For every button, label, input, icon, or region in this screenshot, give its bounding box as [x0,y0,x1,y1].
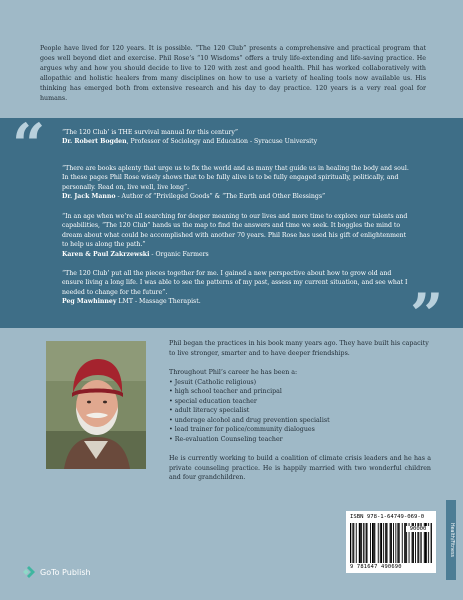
isbn-label: ISBN 978-1-64749-069-0 [350,514,425,520]
barcode-bar [391,523,392,563]
price-code: 90000 [406,526,430,532]
barcode-bar [359,523,360,563]
review-author: Dr. Robert Bogden [62,138,127,146]
review-quote: “The 120 Club’ put all the pieces together for me. I gained a new perspective about how to grow old and ensure living a long life. I was able to see the patterns of my past, assess my current situation, and see what I needed to change for the future”. [62,270,408,296]
barcode-bar [387,523,388,563]
bio-paragraph-1: Phil began the practices in his book many years ago. They have built his capacity to live stronger, smarter and to have deeper friendships. [169,340,429,357]
bio-paragraph-3: He is currently working to build a coalition of climate crisis leaders and he has a private counseling practice. He is happily married with two wonderful children and four grandchildren. [169,455,431,481]
barcode-bar [356,523,357,563]
career-item: • Jesuit (Catholic religious) [169,378,431,388]
bio-paragraph-2: Throughout Phil’s career he has been a: [169,369,298,376]
career-item: • Re-evaluation Counseling teacher [169,435,431,445]
barcode-bar [385,523,386,563]
publisher-logo [22,565,91,579]
barcode-bar [350,523,351,563]
review-4 [62,269,414,307]
barcode-bar [374,523,375,563]
barcode-bar [393,523,394,563]
barcode-bar [366,523,367,563]
barcode [346,511,436,573]
review-affiliation: - Organic Farmers [149,250,209,258]
review-1 [62,128,414,147]
career-item: • adult literacy specialist [169,406,431,416]
author-photo [46,341,146,469]
barcode-bar [404,523,405,563]
barcode-bar [352,523,353,563]
career-list [169,378,431,445]
publisher-logo-icon [22,565,36,579]
career-item: • underage alcohol and drug prevention specialist [169,416,431,426]
barcode-bar [361,523,362,563]
barcode-bar [398,523,399,563]
barcode-bar [397,523,398,563]
barcode-bar [402,523,403,563]
barcode-bar [378,523,379,563]
barcode-bar [390,523,391,563]
barcode-bar [370,523,371,563]
career-item: • high school teacher and principal [169,387,431,397]
intro-paragraph: People have lived for 120 years. It is possible. “The 120 Club” presents a comprehensive and practical program that goes well beyond diet and exercise. Phil Rose’s “10 Wisdoms” offers a truly life-extending and life-saving practice. He argues why and how you should decide to live to 120 with zest and good health. Phil has worked collaboratively with allopathic and holistic healers from many disciplines on how to use a variety of healing tools now available us. His thinking has emerged both from extensive research and his day to day practice. 120 years is a very real goal for humans. [40,45,426,102]
barcode-bar [431,523,432,563]
review-quote: “There are books aplenty that urge us to fix the world and as many that guide us in healing the body and soul. In these pages Phil Rose wisely shows that to be fully alive is to be fully engaged spiritually, politically, and personally. Read on, live well, live long”. [62,165,409,191]
barcode-bar [373,523,374,563]
barcode-bar [383,523,384,563]
barcode-bar [395,523,396,563]
barcode-bar [360,523,361,563]
review-affiliation: - Author of “Privileged Goods” & “The Earth and Other Blessings” [115,193,326,201]
category-tag: Health/Fitness [446,500,456,580]
barcode-bar [367,523,368,563]
barcode-bar [381,523,382,563]
review-quote: “In an age when we’re all searching for deeper meaning to our lives and more time to explore our talents and capabilities, “The 120 Club” hands us the map to find the answers and time we seek. It boggles the mind to dream about what could be accomplished with another 70 years. Phil Rose has used his gift of enlightenment to help us along the path.” [62,213,408,249]
career-item: • lead trainer for police/community dialogues [169,425,431,435]
review-quote: “The 120 Club’ is THE survival manual for this century” [62,129,239,136]
review-author: Peg Mawhinney [62,298,117,306]
review-affiliation: , Professor of Sociology and Education - Syracuse University [126,138,318,146]
barcode-bar [353,523,354,563]
review-author: Karen & Paul Zakrzewski [62,250,150,258]
barcode-bar [363,523,364,563]
review-2 [62,164,414,202]
review-author: Dr. Jack Manno [62,193,116,201]
career-item: • special education teacher [169,397,431,407]
open-quote-mark: “ [12,111,40,179]
publisher-name: GoTo Publish [40,567,91,577]
barcode-bar [372,523,373,563]
review-3 [62,212,414,259]
review-affiliation: LMT - Massage Therapist. [116,298,201,306]
barcode-bar [380,523,381,563]
close-quote-mark: ” [410,281,438,349]
barcode-number: 9 781647 490690 [350,564,402,570]
author-bio [169,339,431,483]
